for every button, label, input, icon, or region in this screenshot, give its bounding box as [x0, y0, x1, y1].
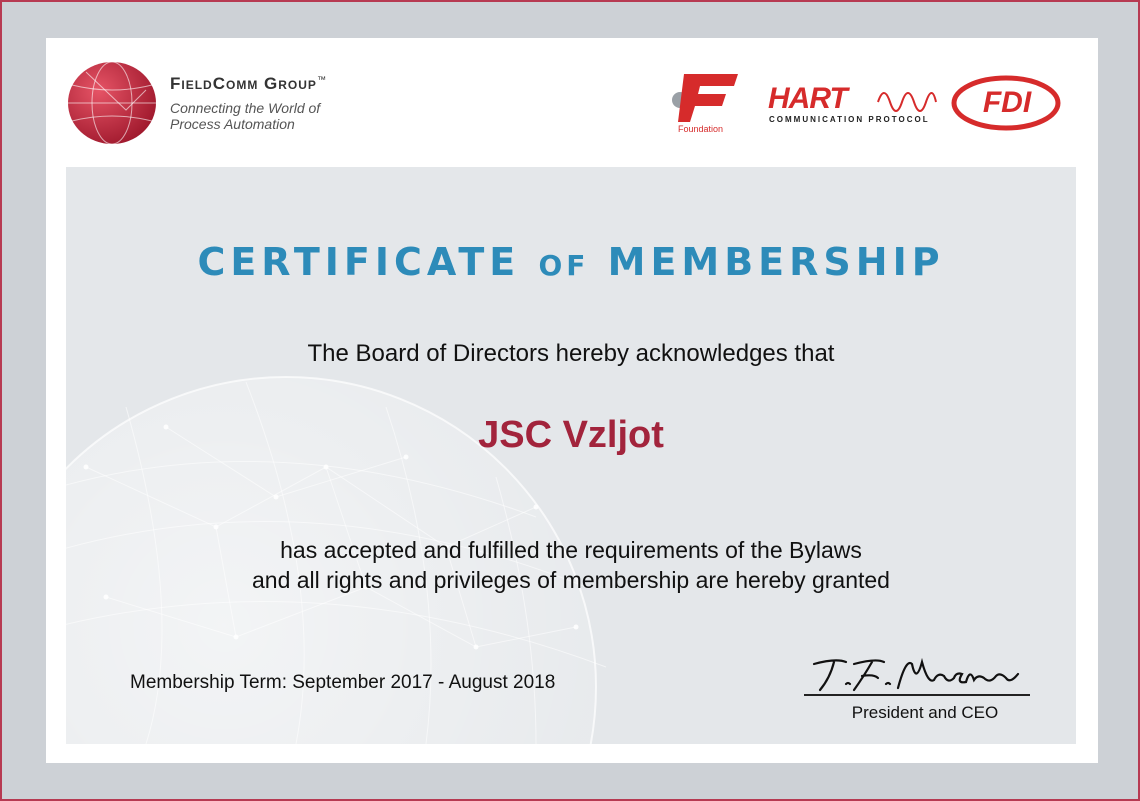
foundation-label: Foundation	[678, 124, 724, 134]
tagline-line-2: Process Automation	[170, 116, 295, 132]
acknowledgement-text: The Board of Directors hereby acknowledges that	[307, 340, 835, 367]
fieldcomm-globe-logo	[66, 60, 160, 146]
fdi-logo-text: FDI	[982, 86, 1032, 119]
signature-image	[806, 654, 1030, 694]
hart-logo-text: HART	[768, 82, 847, 115]
membership-term: Membership Term: September 2017 - August 2018	[130, 672, 556, 693]
tagline-line-1: Connecting the World of	[170, 100, 321, 116]
title-word-membership: MEMBERSHIP	[607, 240, 945, 284]
org-tagline	[170, 100, 370, 132]
trademark-symbol: ™	[316, 74, 327, 85]
certificate-title	[66, 240, 1076, 284]
body-text-line-2: and all rights and privileges of membership are hereby granted	[252, 567, 890, 593]
signature-line	[804, 694, 1030, 696]
body-text-line-1: has accepted and fulfilled the requirements of the Bylaws	[280, 537, 862, 563]
org-name: FieldComm Group™	[170, 74, 327, 93]
member-name: JSC Vzljot	[478, 414, 664, 456]
signatory-title: President and CEO	[851, 703, 999, 722]
title-word-certificate: CERTIFICATE	[197, 240, 521, 284]
title-word-of: OF	[538, 249, 590, 282]
hart-subtitle: COMMUNICATION PROTOCOL	[769, 115, 930, 124]
